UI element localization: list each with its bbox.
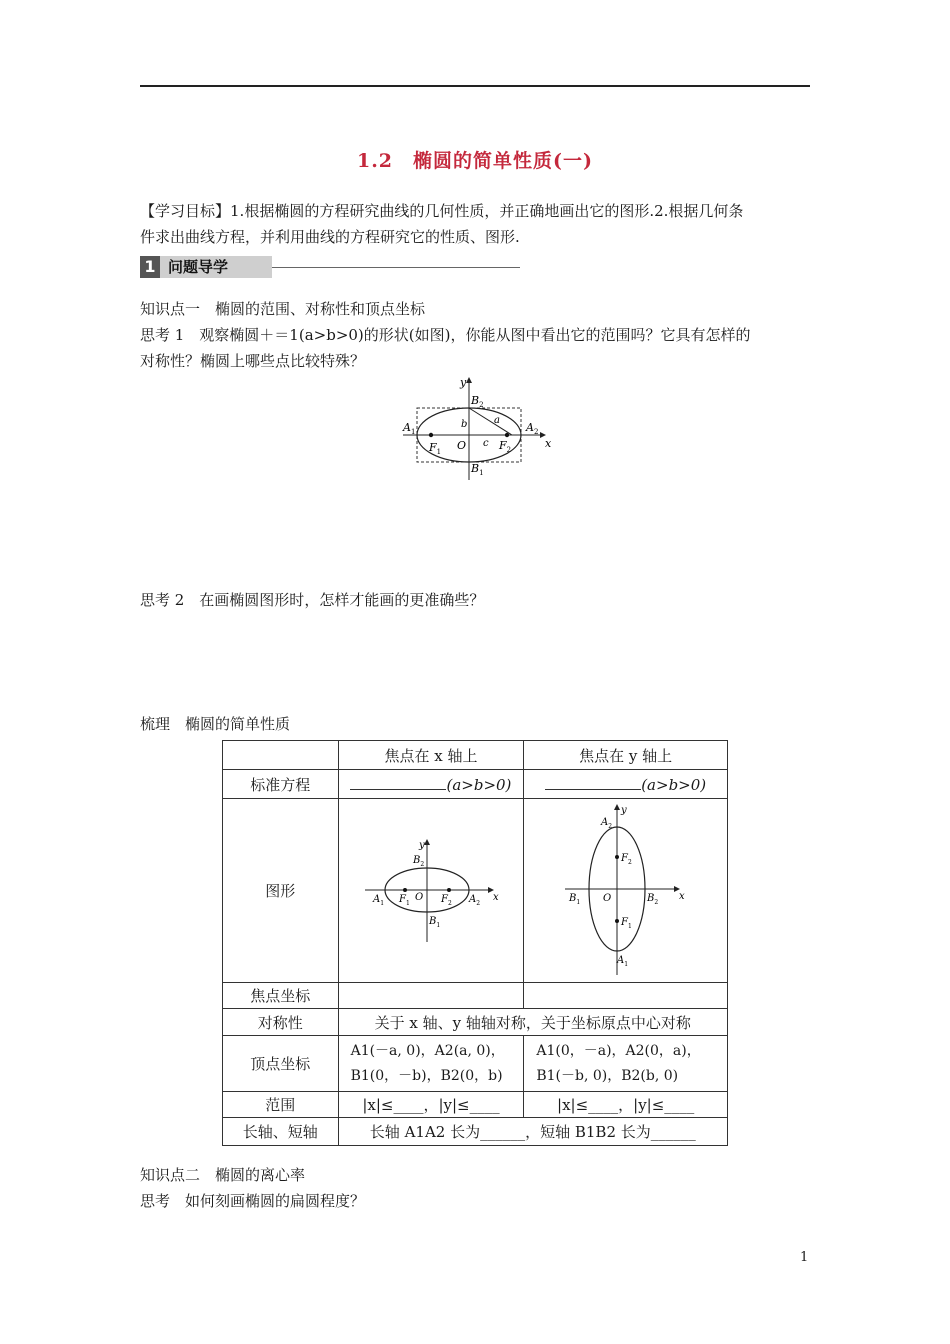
page-number: 1 xyxy=(800,1250,809,1265)
label-x: x xyxy=(545,437,552,450)
label-y: y xyxy=(460,376,467,389)
std-cond-x: (a>b>0) xyxy=(446,775,512,794)
label-a1: $A_1$ xyxy=(403,421,416,436)
fy-f1-dot xyxy=(615,919,619,923)
figure-vertical-ellipse xyxy=(561,801,691,977)
segment-a xyxy=(469,408,512,435)
std-eq-x xyxy=(338,770,524,799)
table-row-vertex xyxy=(223,1036,728,1092)
figure-x xyxy=(338,799,524,983)
vertex-y-line2: B1(－b, 0)，B2(b, 0) xyxy=(536,1067,679,1084)
row-label-figure: 图形 xyxy=(223,799,339,983)
fy-label-x: x xyxy=(678,890,685,902)
header-y: 焦点在 y 轴上 xyxy=(524,741,728,770)
table-row-figure xyxy=(223,799,728,983)
label-a: a xyxy=(494,415,500,426)
label-origin: O xyxy=(457,439,467,452)
range-y: |x|≤____，|y|≤____ xyxy=(524,1092,728,1118)
section-header xyxy=(140,256,520,278)
objectives-line2: 件求出曲线方程，并利用曲线的方程研究它的性质、图形. xyxy=(140,228,520,246)
fx-f2-dot xyxy=(447,888,451,892)
objectives-line1: 1.根据椭圆的方程研究曲线的几何性质，并正确地画出它的图形.2.根据几何条 xyxy=(230,202,744,220)
figure-horizontal-ellipse xyxy=(361,834,501,944)
vertex-y xyxy=(524,1036,728,1092)
row-label-range: 范围 xyxy=(223,1092,339,1118)
think1-line2: 对称性？椭圆上哪些点比较特殊？ xyxy=(140,352,366,370)
knowledge-point-2 xyxy=(140,1162,810,1214)
fy-label-origin: O xyxy=(602,892,611,904)
fx-label-origin: O xyxy=(414,891,424,903)
fx-label-a1: $A_1$ xyxy=(372,893,385,907)
table-header-row xyxy=(223,741,728,770)
std-eq-y xyxy=(524,770,728,799)
figure-y xyxy=(524,799,728,983)
header-x: 焦点在 x 轴上 xyxy=(338,741,524,770)
label-a2: $A_2$ xyxy=(526,421,539,436)
vertex-x xyxy=(338,1036,524,1092)
fy-label-f1: $F_1$ xyxy=(620,916,632,930)
fy-f2-dot xyxy=(615,855,619,859)
vertex-y-line1: A1(0，－a)，A2(0，a)， xyxy=(536,1042,701,1059)
label-f1: $F_1$ xyxy=(429,441,442,456)
row-label-symmetry: 对称性 xyxy=(223,1009,339,1036)
fy-label-y: y xyxy=(620,804,627,816)
table-row-axes xyxy=(223,1118,728,1146)
properties-table xyxy=(222,740,728,1146)
objectives-tag: 【学习目标】 xyxy=(140,202,231,220)
think2: 思考 2 在画椭圆图形时，怎样才能画的更准确些？ xyxy=(140,591,485,609)
learning-objectives xyxy=(140,198,810,250)
fy-label-b2: $B_2$ xyxy=(646,892,658,906)
blank-std-y xyxy=(545,775,641,790)
row-label-focus: 焦点坐标 xyxy=(223,983,339,1009)
kp1-heading: 知识点一 椭圆的范围、对称性和顶点坐标 xyxy=(140,300,426,318)
summary-heading: 梳理 椭圆的简单性质 xyxy=(140,715,291,733)
label-f2: $F_2$ xyxy=(499,439,512,454)
fx-label-b1: $B_1$ xyxy=(428,915,441,929)
std-cond-y: (a>b>0) xyxy=(641,775,707,794)
section-number: 1 xyxy=(140,256,160,278)
fx-label-f1: $F_1$ xyxy=(398,893,410,907)
focus-f1-dot xyxy=(429,433,433,437)
fx-label-b2: $B_2$ xyxy=(412,854,425,868)
blank-std-x xyxy=(350,775,446,790)
fy-label-a1: $A_1$ xyxy=(616,954,628,968)
table-row-std-eq xyxy=(223,770,728,799)
fy-label-f2: $F_2$ xyxy=(620,852,632,866)
label-b1: $B_1$ xyxy=(471,462,484,477)
top-rule xyxy=(140,85,810,87)
section-label: 问题导学 xyxy=(160,256,272,278)
table-row-symmetry xyxy=(223,1009,728,1036)
ellipse-figure xyxy=(395,372,560,482)
fx-f1-dot xyxy=(403,888,407,892)
knowledge-point-1 xyxy=(140,296,810,374)
fx-label-a2: $A_2$ xyxy=(468,893,481,907)
kp2-heading: 知识点二 椭圆的离心率 xyxy=(140,1166,306,1184)
fy-label-b1: $B_1$ xyxy=(568,892,580,906)
focus-y xyxy=(524,983,728,1009)
symmetry-value: 关于 x 轴、y 轴轴对称，关于坐标原点中心对称 xyxy=(338,1009,727,1036)
focus-x xyxy=(338,983,524,1009)
fy-label-a2: $A_2$ xyxy=(600,816,612,830)
focus-f2-dot xyxy=(505,433,509,437)
think1-line1: 思考 1 观察椭圆＋＝1(a>b>0)的形状(如图)，你能从图中看出它的范围吗？它具有怎样的 xyxy=(140,326,751,344)
header-empty xyxy=(223,741,339,770)
row-label-vertex: 顶点坐标 xyxy=(223,1036,339,1092)
axes-value: 长轴 A1A2 长为______，短轴 B1B2 长为______ xyxy=(338,1118,727,1146)
table-row-focus xyxy=(223,983,728,1009)
vertex-x-line2: B1(0，－b)，B2(0，b) xyxy=(350,1067,503,1084)
table-row-range xyxy=(223,1092,728,1118)
label-b2: $B_2$ xyxy=(471,394,484,409)
section-rule xyxy=(272,267,520,268)
row-label-std-eq: 标准方程 xyxy=(223,770,339,799)
fx-label-x: x xyxy=(492,891,499,903)
fx-label-y: y xyxy=(418,839,425,851)
page-title: 1.2 椭圆的简单性质(一) xyxy=(356,150,594,172)
kp2-think: 思考 如何刻画椭圆的扁圆程度？ xyxy=(140,1192,366,1210)
label-b: b xyxy=(461,419,468,430)
label-c: c xyxy=(483,438,489,449)
fx-label-f2: $F_2$ xyxy=(440,893,452,907)
vertex-x-line1: A1(－a, 0)，A2(a, 0)， xyxy=(350,1042,505,1059)
row-label-axes: 长轴、短轴 xyxy=(223,1118,339,1146)
range-x: |x|≤____，|y|≤____ xyxy=(338,1092,524,1118)
